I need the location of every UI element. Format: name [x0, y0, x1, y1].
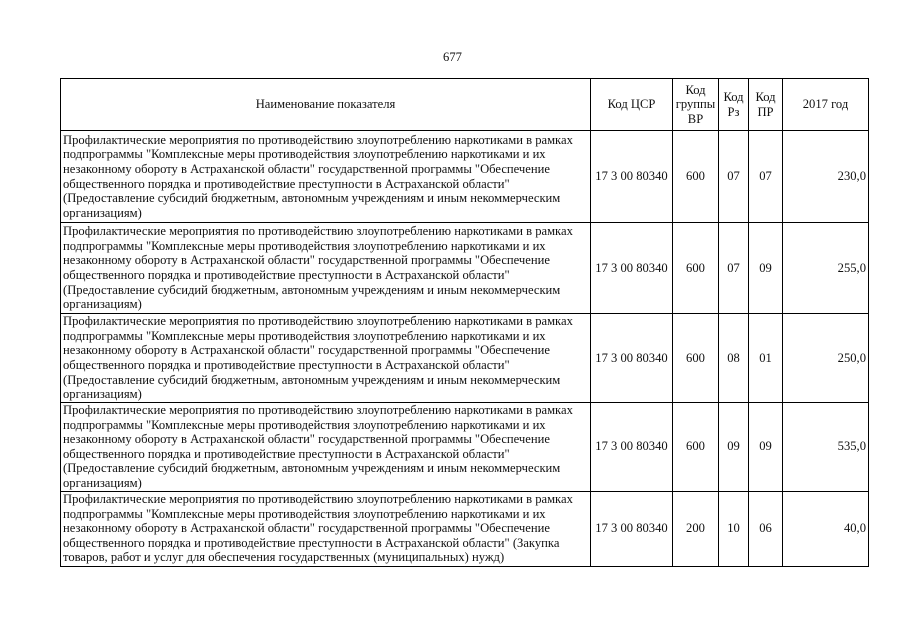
indicator-name-line: незаконному обороту в Астраханской области" государственной программы "Обеспечение	[63, 161, 550, 176]
code-vr-cell: 600	[673, 403, 719, 492]
indicator-name-line: незаконному обороту в Астраханской области" государственной программы "Обеспечение	[63, 343, 550, 358]
indicator-name-line: общественного порядка и противодействие преступности в Астраханской области" (Закупка	[63, 535, 560, 550]
header-row	[61, 79, 869, 131]
indicator-name-cell	[61, 491, 591, 566]
table-row	[61, 491, 869, 566]
table-row	[61, 314, 869, 403]
header-line: 2017 год	[802, 97, 849, 112]
header-line: Код	[755, 89, 776, 104]
header-line: ПР	[757, 104, 774, 119]
code-vr-cell: 600	[673, 314, 719, 403]
indicator-name-line: незаконному обороту в Астраханской области" государственной программы "Обеспечение	[63, 521, 550, 536]
indicator-name-line: общественного порядка и противодействие преступности в Астраханской области"	[63, 176, 510, 191]
code-csr-cell: 17 3 00 80340	[591, 403, 673, 492]
table-header	[61, 79, 869, 131]
indicator-name-line: общественного порядка и противодействие преступности в Астраханской области"	[63, 358, 510, 372]
code-csr-cell: 17 3 00 80340	[591, 314, 673, 403]
code-vr-cell: 600	[673, 223, 719, 314]
header-line: группы	[675, 97, 716, 112]
indicator-name-cell	[61, 403, 591, 492]
code-pr-cell: 09	[749, 223, 783, 314]
code-csr-cell: 17 3 00 80340	[591, 223, 673, 314]
table-row	[61, 131, 869, 223]
amount-2017-cell: 535,0	[783, 403, 869, 492]
indicator-name-line: Профилактические мероприятия по противодействию злоупотреблению наркотиками в рамках	[63, 403, 573, 417]
indicator-name-line: товаров, работ и услуг для обеспечения государственных (муниципальных) нужд)	[63, 550, 505, 565]
code-pr-cell: 01	[749, 314, 783, 403]
code-csr-cell: 17 3 00 80340	[591, 131, 673, 223]
indicator-name-line: подпрограммы "Комплексные меры противодействия злоупотреблению наркотиками и их	[63, 506, 546, 521]
budget-table	[60, 78, 869, 567]
code-pr-cell: 09	[749, 403, 783, 492]
table-row	[61, 223, 869, 314]
indicator-name-cell	[61, 223, 591, 314]
indicator-name-line: (Предоставление субсидий бюджетным, автономным учреждениям и иным некоммерческим	[63, 191, 561, 206]
header-line: Код ЦСР	[607, 97, 656, 112]
header-line: ВР	[687, 111, 704, 126]
table-body	[61, 131, 869, 567]
indicator-name-line: организациям)	[63, 297, 142, 312]
indicator-name-line: подпрограммы "Комплексные меры противодействия злоупотреблению наркотиками и их	[63, 417, 546, 432]
header-code-pr	[749, 79, 783, 131]
indicator-name-line: (Предоставление субсидий бюджетным, автономным учреждениям и иным некоммерческим	[63, 372, 561, 387]
indicator-name-line: незаконному обороту в Астраханской области" государственной программы "Обеспечение	[63, 432, 550, 447]
header-code-rz	[719, 79, 749, 131]
amount-2017-cell: 255,0	[783, 223, 869, 314]
header-line: Код	[723, 89, 744, 104]
indicator-name-line: Профилактические мероприятия по противодействию злоупотреблению наркотиками в рамках	[63, 224, 573, 239]
code-pr-cell: 06	[749, 491, 783, 566]
indicator-name-line: (Предоставление субсидий бюджетным, автономным учреждениям и иным некоммерческим	[63, 461, 561, 476]
indicator-name-cell	[61, 314, 591, 403]
header-line: Код	[685, 82, 706, 97]
code-rz-cell: 07	[719, 131, 749, 223]
amount-2017-cell: 250,0	[783, 314, 869, 403]
indicator-name-line: подпрограммы "Комплексные меры противодействия злоупотреблению наркотиками и их	[63, 147, 546, 162]
code-pr-cell: 07	[749, 131, 783, 223]
indicator-name-line: общественного порядка и противодействие преступности в Астраханской области"	[63, 268, 510, 282]
header-line: Рз	[727, 104, 740, 119]
indicator-name-line: Профилактические мероприятия по противодействию злоупотреблению наркотиками в рамках	[63, 492, 573, 507]
header-code-csr	[591, 79, 673, 131]
indicator-name-line: Профилактические мероприятия по противодействию злоупотреблению наркотиками в рамках	[63, 314, 573, 329]
header-line: Наименование показателя	[255, 97, 396, 112]
indicator-name-line: организациям)	[63, 475, 142, 490]
page-number: 677	[443, 50, 462, 64]
table-row	[61, 403, 869, 492]
indicator-name-line: организациям)	[63, 205, 142, 220]
code-rz-cell: 09	[719, 403, 749, 492]
indicator-name-line: незаконному обороту в Астраханской области" государственной программы "Обеспечение	[63, 253, 550, 268]
indicator-name-cell	[61, 131, 591, 223]
header-year-2017	[783, 79, 869, 131]
amount-2017-cell: 230,0	[783, 131, 869, 223]
indicator-name-line: Профилактические мероприятия по противодействию злоупотреблению наркотиками в рамках	[63, 132, 573, 147]
code-csr-cell: 17 3 00 80340	[591, 491, 673, 566]
indicator-name-line: общественного порядка и противодействие преступности в Астраханской области"	[63, 446, 510, 461]
code-rz-cell: 08	[719, 314, 749, 403]
code-vr-cell: 600	[673, 131, 719, 223]
code-rz-cell: 10	[719, 491, 749, 566]
code-vr-cell: 200	[673, 491, 719, 566]
indicator-name-line: подпрограммы "Комплексные меры противодействия злоупотреблению наркотиками и их	[63, 328, 546, 343]
indicator-name-line: организациям)	[63, 387, 142, 402]
header-name	[61, 79, 591, 131]
amount-2017-cell: 40,0	[783, 491, 869, 566]
indicator-name-line: подпрограммы "Комплексные меры противодействия злоупотреблению наркотиками и их	[63, 238, 546, 253]
indicator-name-line: (Предоставление субсидий бюджетным, автономным учреждениям и иным некоммерческим	[63, 282, 561, 297]
header-code-vr	[673, 79, 719, 131]
code-rz-cell: 07	[719, 223, 749, 314]
